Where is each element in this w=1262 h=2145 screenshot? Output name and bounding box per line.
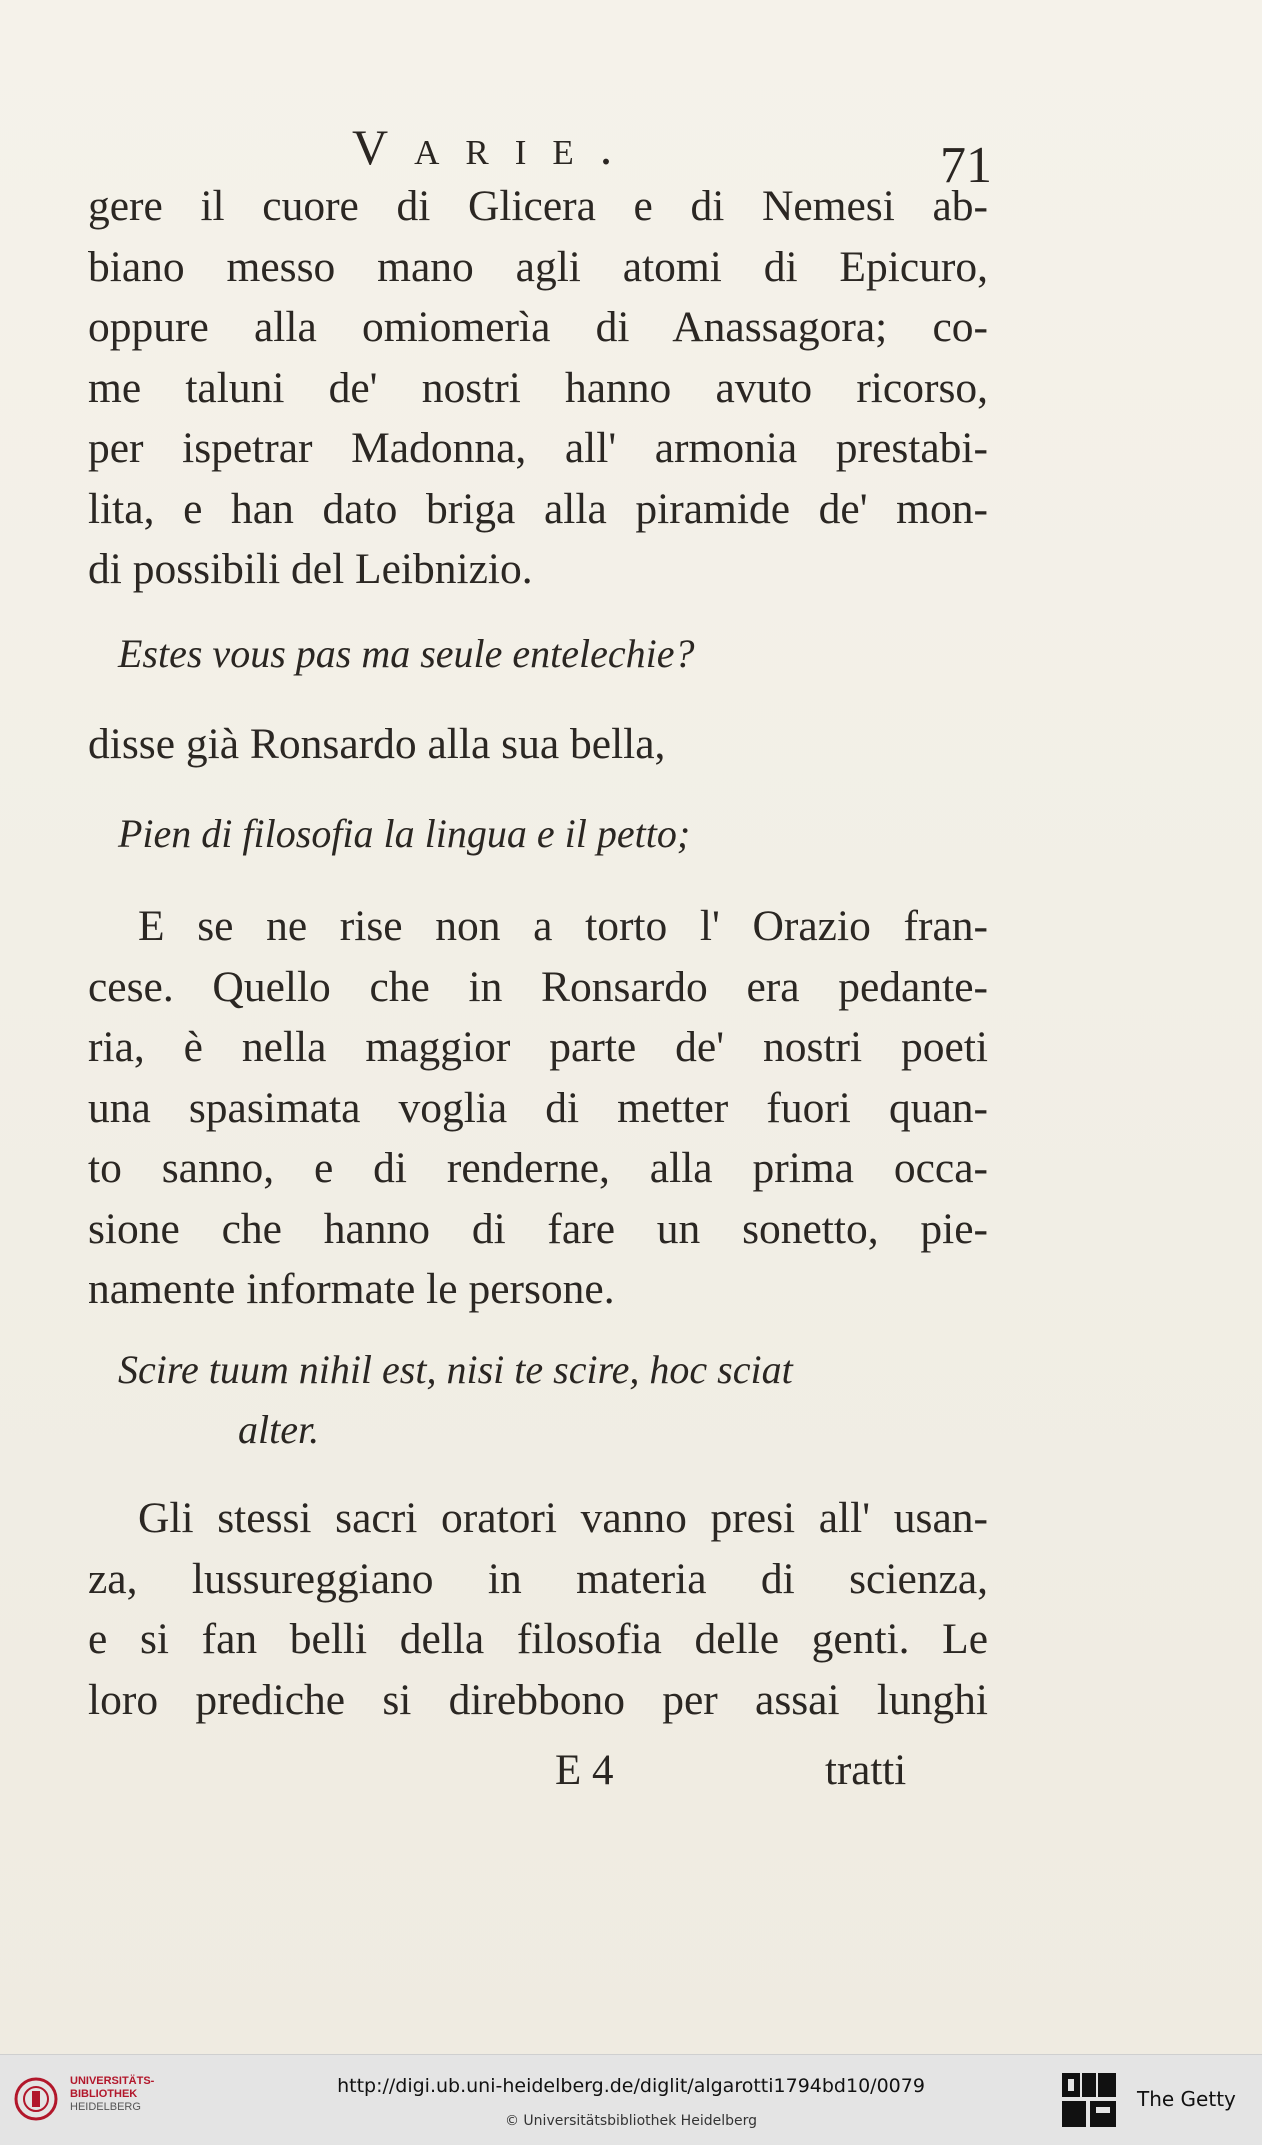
quote-line: alter. [238,1407,320,1452]
viewer-footer [0,2054,1262,2145]
text-line: e si fan belli della filosofia delle genti. Le [88,1615,988,1663]
text-line: Gli stessi sacri oratori vanno presi all' usan- [138,1494,988,1542]
library-name-line: UNIVERSITÄTS- [70,2075,155,2087]
text-line: lita, e han dato briga alla piramide de' mon- [88,484,988,533]
text-line: per ispetrar Madonna, all' armonia prestabi- [88,424,988,472]
paragraph-3 [88,1488,988,1730]
quote-line: Estes vous pas ma seule entelechie? [118,631,695,676]
quote-line: Pien di filosofia la lingua e il petto; [118,811,691,856]
permalink-url[interactable]: http://digi.ub.uni-heidelberg.de/diglit/algarotti1794bd10/0079 [337,2075,925,2097]
text-line: biano messo mano agli atomi di Epicuro, [88,242,988,291]
library-name-line: BIBLIOTHEK [70,2088,138,2100]
page-signature-row [0,1746,1262,1806]
text-line: sione che hanno di fare un sonetto, pie- [88,1204,988,1253]
getty-name: The Getty [1137,2087,1236,2111]
text-line: namente informate le persone. [88,1265,615,1313]
text-line: disse già Ronsardo alla sua bella, [88,720,666,768]
library-name-line: HEIDELBERG [70,2101,141,2113]
text-line: za, lussureggiano in materia di scienza, [88,1554,988,1603]
text-line: cese. Quello che in Ronsardo era pedante- [88,962,988,1011]
text-line: oppure alla omiomerìa di Anassagora; co- [88,303,988,351]
paragraph-2 [88,896,988,1320]
text-line: ria, è nella maggior parte de' nostri poeti [88,1023,988,1071]
getty-logo-icon [1060,2071,1118,2129]
page-number: 71 [940,137,992,194]
running-head-title: Varie. [352,119,639,175]
text-line: di possibili del Leibnizio. [88,545,533,593]
text-line: gere il cuore di Glicera e di Nemesi ab- [88,182,988,230]
paragraph-1 [88,176,988,600]
signature-mark: E 4 [555,1747,614,1794]
text-line: me taluni de' nostri hanno avuto ricorso, [88,363,988,412]
quote-line: Scire tuum nihil est, nisi te scire, hoc sciat [118,1347,793,1392]
catchword: tratti [825,1747,907,1794]
text-line: to sanno, e di renderne, alla prima occa- [88,1144,988,1192]
quote-pien [88,804,988,864]
text-line: una spasimata voglia di metter fuori quan- [88,1083,988,1132]
line-disse [88,714,988,775]
quote-ronsard [88,624,988,684]
quote-scire [88,1340,988,1460]
text-line: E se ne rise non a torto l' Orazio fran- [138,902,988,950]
running-head [0,112,1262,194]
text-line: loro prediche si direbbono per assai lunghi [88,1675,988,1724]
copyright-notice: © Universitätsbibliothek Heidelberg [504,2113,757,2129]
